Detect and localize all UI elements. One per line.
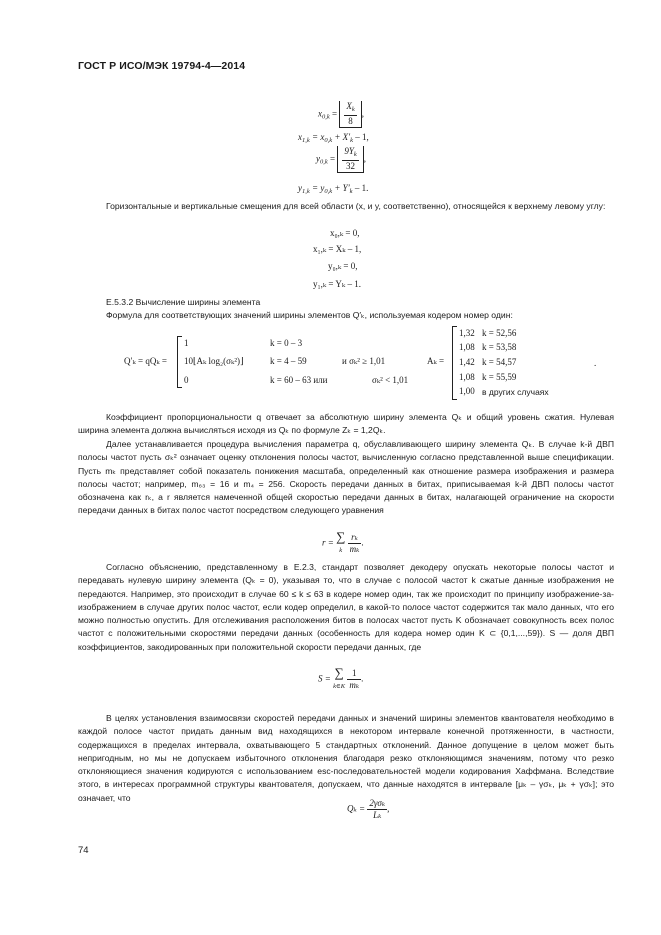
qcase-1-cond: k = 0 – 3 <box>270 338 303 348</box>
acase-5-value: 1,00 <box>459 386 475 396</box>
paragraph-procedure: Далее устанавливается процедура вычисления параметра q, обуславливающего ширину элемента Qₖ. В случае k-й ДВП полосы частот пусть σₖ² означает оценку отклонения полосы частот, вычисленную согласно представленной выше спецификации. Пусть mₖ представляет собой показатель понижения масштаба, определенный как отношение размера изображения и размера полосы частот; например, m₆₃ = 16 и m₄ = 256. Скорость передачи данных в битах, приписываемая k-й ДВП полосы частот обозначена как rₖ, а r является намеченной общей скоростью передачи данных в битах, налагающей ограничение на скорости передачи данных в битах полос частот посредством следующего уравнения <box>78 439 614 516</box>
paragraph-offsets: Горизонтальные и вертикальные смещения для всей области (x, и y, соответственно), относящейся к верхнему левому углу: <box>106 201 606 211</box>
formula-x0-zero: x₀,ₖ = 0, <box>330 228 360 238</box>
qcase-3-cond: k = 60 – 63 или <box>270 375 328 385</box>
formula-r: r = ∑ k $\frac{\text{rₖ}}{\text{mₖ}}$ . <box>322 529 364 554</box>
formula-qk: Qₖ = $\frac{\text{2γσₖ}}{\text{Lₖ}}$ , <box>347 798 390 820</box>
formula-y0-zero: y₀,ₖ = 0, <box>328 261 358 271</box>
paragraph-quantizer: В целях установления взаимосвязи скоростей передачи данных и значений ширины элементов квантователя необходимо в каждой полосе частот придать данным вид находящихся в некотором интервале конечной протяженности, в частности, содержащихся в пределах интервала, охватывающего 5 стандартных отклонений. Данное допущение в целом может быть непригодным, но мы не допускаем избыточного отклонения благодаря резко отклоняющимся значениям, потому что резко отклоняющиеся значения кодируются с использованием esc-последовательностей модели кодирования Хаффмана. Вследствие этого, в интересах программной структуры квантователя, допускаем, что данные находятся в интервале [μₖ – γσₖ, μₖ + γσₖ]; это означает, что <box>78 713 614 803</box>
paragraph-coefficient: Коэффициент пропорциональности q отвечает за абсолютную ширину элемента Qₖ и общий уровень сжатия. Нулевая ширина элемента должна вычисляться исходя из Qₖ по формуле Zₖ = 1,2Qₖ. <box>78 412 614 436</box>
qformula-brace <box>177 336 182 388</box>
acase-4-value: 1,08 <box>459 372 475 382</box>
aformula-brace <box>452 326 457 400</box>
acase-2-cond: k = 53,58 <box>482 342 517 352</box>
qcase-2-cond: k = 4 – 59 <box>270 356 307 366</box>
formula-y1: $y_{1,k} = y_{0,k} + Y'_k - 1$. <box>298 183 369 195</box>
formula-x1-offset: x₁,ₖ = Xₖ – 1, <box>313 244 362 254</box>
section-intro: Формула для соответствующих значений ширины элементов Q′ₖ, используемая кодером номер один: <box>106 310 513 320</box>
acase-3-cond: k = 54,57 <box>482 357 517 367</box>
acase-2-value: 1,08 <box>459 342 475 352</box>
qcase-2-extra: и σₖ² ≥ 1,01 <box>342 356 386 366</box>
formula-s: S = ∑ k∈K $\frac{1}{\text{mₖ}}$ . <box>318 665 364 690</box>
acase-1-cond: k = 52,56 <box>482 328 517 338</box>
acase-3-value: 1,42 <box>459 357 475 367</box>
formula-x0: $x_{0,k}$ = $\frac{X_k}{8}$ , <box>318 101 364 126</box>
qformula-end: . <box>594 358 597 368</box>
document-header: ГОСТ Р ИСО/МЭК 19794-4—2014 <box>78 60 246 72</box>
qcase-2-value: 10⌊Aₖ log₂(σₖ²)⌋ <box>184 356 244 366</box>
aformula-lhs: Aₖ = <box>427 356 445 366</box>
acase-1-value: 1,32 <box>459 328 475 338</box>
qcase-3-value: 0 <box>184 375 189 385</box>
formula-y0: $y_{0,k}$ = $\frac{9Y_k}{32}$ , <box>316 146 366 171</box>
qformula-lhs: Q′ₖ = qQₖ = <box>124 356 167 366</box>
qcase-3-extra: σₖ² < 1,01 <box>372 375 409 385</box>
acase-5-cond: в других случаях <box>482 387 549 397</box>
page-number: 74 <box>78 845 89 856</box>
formula-x1: $x_{1,k} = x_{0,k} + X'_k - 1$, <box>298 132 369 144</box>
section-heading: Е.5.3.2 Вычисление ширины элемента <box>106 297 261 307</box>
formula-y1-offset: y₁,ₖ = Yₖ – 1. <box>313 279 361 289</box>
qcase-1-value: 1 <box>184 338 189 348</box>
paragraph-explanation: Согласно объяснению, представленному в Е.2.3, стандарт позволяет декодеру опускать некоторые полосы частот и передавать нулевую ширину элемента (Qₖ = 0), указывая то, что в случае с полосой частот k сжатые данные изображения не передаются. Например, это происходит в случае 60 ≤ k ≤ 63 в кодере номер один, так же происходит по принципу изображение-за-изображением в случае других полос частот, если кодер определил, в какой-то полосе частот содержится так мало данных, что его можно полностью опустить. Для отслеживания расположения битов в полосах частот пусть K обозначает совокупность всех полос частот с положительными скоростями передачи данных (особенность для кодера номер один K ⊂ {0,1,...,59}). S — доля ДВП коэффициентов, закодированных при положительной скорости передачи данных, где <box>78 562 614 652</box>
acase-4-cond: k = 55,59 <box>482 372 517 382</box>
